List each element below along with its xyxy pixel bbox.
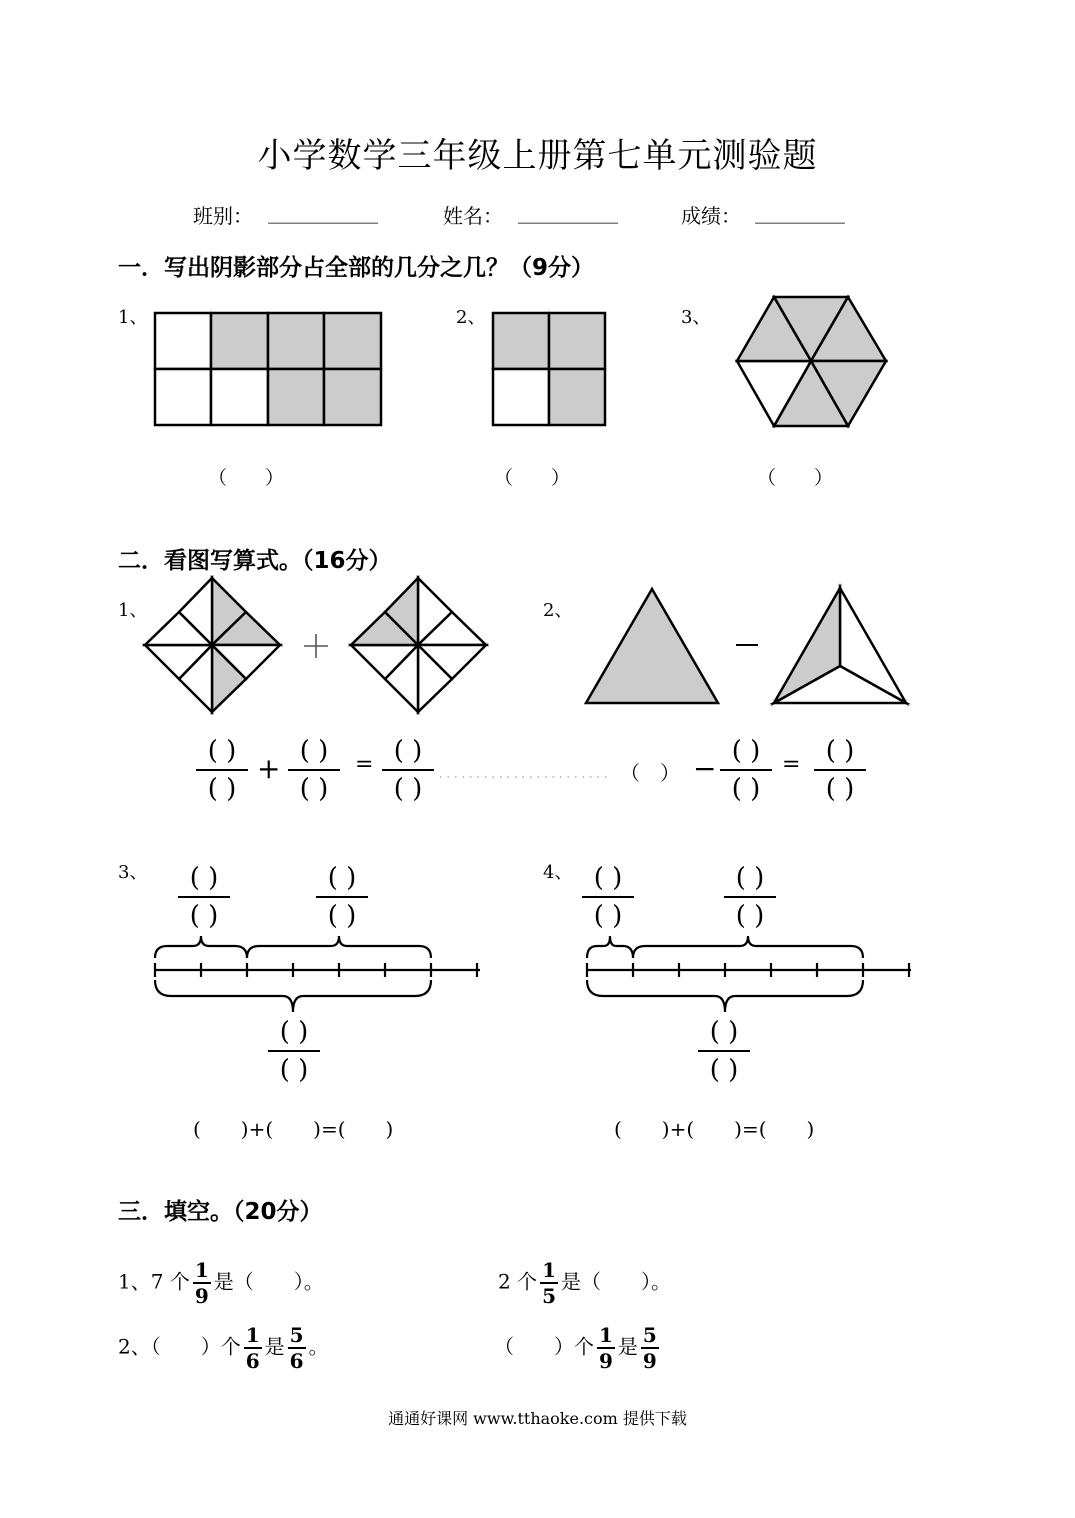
answer-blank[interactable]: 是（ ）。 [561,1269,672,1294]
section2-heading: 二．看图写算式。（16分） [118,548,392,574]
answer-blank[interactable]: （ ）个 [150,1334,241,1359]
brace [155,936,247,958]
name-label: 姓名： [443,204,503,228]
score-blank: _________ [755,200,845,224]
equals-sign: = [355,752,374,777]
s3-row1-left: 1、7 个 $\frac{1}{9}$ 是（ ）。 [118,1258,324,1308]
s2-item1-number: 1、 [118,600,148,621]
fraction-blank[interactable]: ( ) ( ) [316,860,368,934]
name-blank: __________ [518,200,618,224]
s1-item1-answer[interactable]: （ ） [208,467,285,489]
score-label: 成绩： [681,204,741,228]
s3-row2-number: 2、 [118,1334,151,1359]
section3-heading: 三．填空。（20分） [118,1199,323,1225]
s2-item2-number: 2、 [543,600,573,621]
class-blank: ___________ [268,200,378,224]
answer-blank[interactable]: （ ）个 [494,1334,594,1359]
fraction: $\frac{1}{5}$ [542,1258,557,1308]
s3-row1-number: 1、 [118,1269,151,1294]
fraction-blank[interactable]: ( ) ( ) [268,1014,320,1088]
whole-triangle [586,589,718,703]
number-line-3 [155,936,480,1012]
brace [247,936,431,958]
s2-item3-number: 3、 [118,862,148,883]
brace [155,980,431,1012]
s2-item4-equation[interactable]: ( )+( )=( ) [614,1117,815,1141]
s3-row2-right: （ ）个 $\frac{1}{9}$ 是 $\frac{5}{9}$ [494,1323,657,1373]
s3-row1-right: 2 个 $\frac{1}{5}$ 是（ ）。 [498,1258,672,1308]
fraction: $\frac{5}{6}$ [289,1323,304,1373]
fraction-blank[interactable]: ( ) ( ) [178,860,230,934]
fraction-blank[interactable]: ( ) ( ) [724,860,776,934]
page-title: 小学数学三年级上册第七单元测验题 [257,136,818,176]
fraction-blank[interactable]: ( ) ( ) [288,733,340,807]
brace [633,936,863,958]
fraction: $\frac{1}{9}$ [599,1323,613,1373]
s1-item1-number: 1、 [118,307,148,328]
number-line-4 [587,936,911,1012]
s3-row2-left: 2、（ ）个 $\frac{1}{6}$ 是 $\frac{5}{6}$ 。 [118,1323,329,1373]
s2-item3-equation[interactable]: ( )+( )=( ) [193,1117,394,1141]
s1-item3-number: 3、 [681,307,711,328]
brace [587,980,863,1012]
s2-item4-number: 4、 [543,862,573,883]
section1-heading: 一．写出阴影部分占全部的几分之几？（9分） [118,255,595,281]
s1-item3-answer[interactable]: （ ） [757,467,834,489]
fraction-blank[interactable]: ( ) ( ) [698,1014,750,1088]
fraction-blank[interactable]: ( ) ( ) [382,733,434,807]
s1-item2-number: 2、 [456,307,486,328]
plus-sign: + [257,752,281,785]
fraction: $\frac{5}{9}$ [642,1323,657,1373]
footer-text: 通通好课网 www.tthaoke.com 提供下载 [388,1409,687,1428]
whole-blank[interactable]: （ ） [620,761,680,785]
fraction-blank[interactable]: ( ) ( ) [582,860,634,934]
fraction: $\frac{1}{6}$ [245,1323,260,1373]
fraction-blank[interactable]: ( ) ( ) [196,733,248,807]
class-label: 班别： [193,204,253,228]
fraction-blank[interactable]: ( ) ( ) [814,733,866,807]
minus-sign: − [693,752,717,785]
brace [587,936,633,958]
equals-sign: = [782,752,801,777]
fraction-blank[interactable]: ( ) ( ) [720,733,772,807]
s1-item2-answer[interactable]: （ ） [494,467,571,489]
fraction: $\frac{1}{9}$ [194,1258,209,1308]
answer-blank[interactable]: 是（ ）。 [213,1269,324,1294]
